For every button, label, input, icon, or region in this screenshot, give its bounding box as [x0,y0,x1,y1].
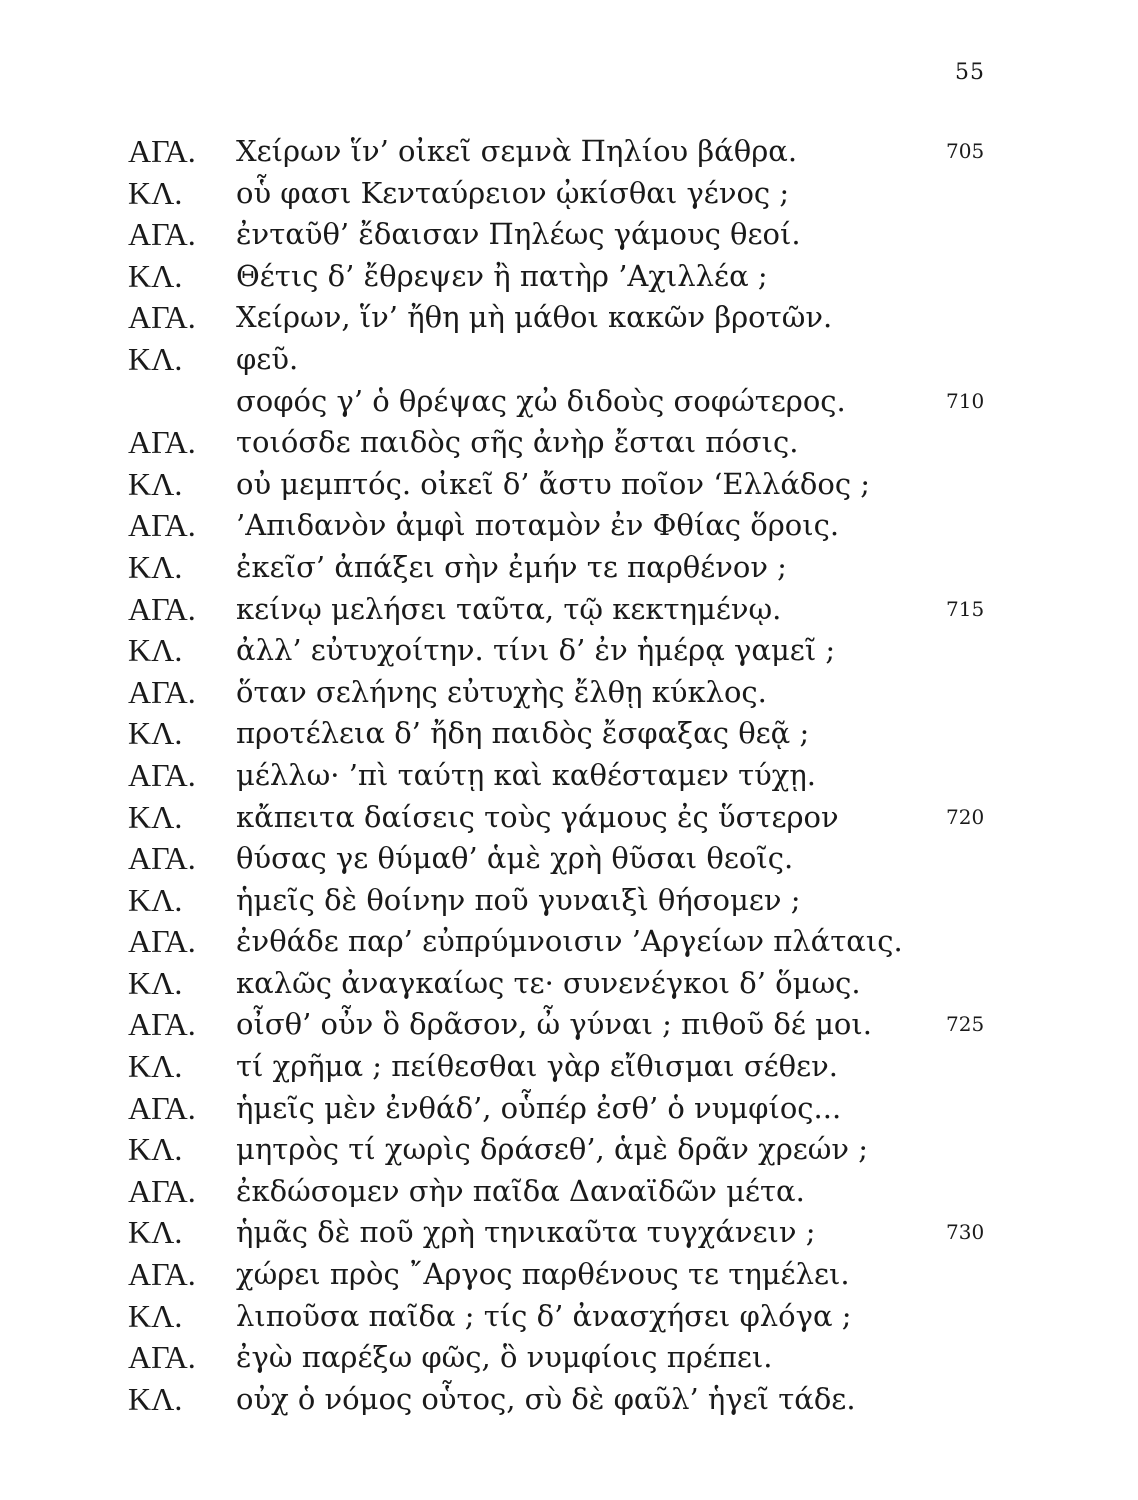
speaker-label: ΚΛ. [128,1131,183,1168]
verse-text: ἐκεῖσ’ ἀπάξει σὴν ἐμήν τε παρθένον ; [236,549,787,584]
verse-text: οὐχ ὁ νόμος οὗτος, σὺ δὲ φαῦλ’ ἡγεῖ τάδε. [236,1381,856,1416]
line-number: 715 [946,596,985,621]
line-number: 705 [946,139,985,163]
verse-text: ἡμᾶς δὲ ποῦ χρὴ τηνικαῦτα τυγχάνειν ; [236,1215,816,1250]
speaker-label: ΚΛ. [128,632,183,669]
speaker-label: ΚΛ. [128,548,183,585]
verse-text: φεῦ. [236,341,299,376]
speaker-label: ΑΓΑ. [128,133,196,169]
verse-line [128,1088,1028,1130]
verse-line [128,1337,1028,1379]
verse-line [128,589,1028,631]
speaker-label: ΚΛ. [128,257,183,294]
verse-text: μέλλω· ’πὶ ταύτῃ καὶ καθέσταμεν τύχῃ. [236,757,816,792]
verse-text: σοφός γ’ ὁ θρέψας χὠ διδοὺς σοφώτερος. [236,383,846,418]
speaker-label: ΚΛ. [128,1048,183,1085]
verse-line [128,505,1028,547]
verse-text: τί χρῆμα ; πείθεσθαι γὰρ εἴθισμαι σέθεν. [236,1049,839,1084]
verse-text: θύσας γε θύμαθ’ ἁμὲ χρὴ θῦσαι θεοῖς. [236,841,794,876]
verse-text: ἐκδώσομεν σὴν παῖδα Δαναϊδῶν μέτα. [236,1173,805,1208]
verse-line [128,1046,1028,1088]
verse-line [128,1171,1028,1213]
verse-line [128,1004,1028,1046]
verse-line [128,381,1028,423]
speaker-label: ΚΛ. [128,1214,183,1251]
verse-text: ἡμεῖς δὲ θοίνην ποῦ γυναιξὶ θήσομεν ; [236,882,801,917]
speaker-label: ΑΓΑ. [128,923,196,960]
verse-line [128,963,1028,1005]
speaker-label: ΚΛ. [128,798,183,835]
verse-line [128,755,1028,797]
line-number: 730 [946,1220,985,1245]
speaker-label: ΚΛ. [128,465,183,502]
line-number: 720 [946,804,985,829]
verse-text: καλῶς ἀναγκαίως τε· συνενέγκοι δ’ ὅμως. [236,965,861,1000]
verse-line [128,1296,1028,1338]
verse-text: τοιόσδε παιδὸς σῆς ἀνὴρ ἔσται πόσις. [236,425,799,460]
verse-text: ἡμεῖς μὲν ἐνθάδ’, οὗπέρ ἐσθ’ ὁ νυμφίος... [236,1090,842,1125]
verse-line [128,797,1028,839]
verse-line [128,464,1028,506]
verse-text: οὗ φασι Κενταύρειον ᾠκίσθαι γένος ; [236,175,790,210]
speaker-label: ΑΓΑ. [128,216,196,253]
verse-line [128,1129,1028,1171]
speaker-label: ΚΛ. [128,340,183,377]
dialogue-lines [128,131,1028,1420]
verse-line [128,880,1028,922]
verse-text: οὐ μεμπτός. οἰκεῖ δ’ ἄστυ ποῖον ‘Ελλάδος ; [236,466,871,501]
verse-line [128,297,1028,339]
speaker-label: ΚΛ. [128,964,183,1001]
speaker-label: ΑΓΑ. [128,1089,196,1126]
speaker-label: ΚΛ. [128,1380,183,1417]
verse-text: ἐνθάδε παρ’ εὐπρύμνοισιν ’Αργείων πλάταις. [236,924,903,959]
verse-text: ’Απιδανὸν ἀμφὶ ποταμὸν ἐν Φθίας ὅροις. [236,508,840,543]
speaker-label: ΚΛ. [128,174,183,211]
verse-line [128,1254,1028,1296]
verse-line [128,339,1028,381]
verse-text: Χείρων ἵν’ οἰκεῖ σεμνὰ Πηλίου βάθρα. [236,134,798,168]
verse-text: χώρει πρὸς ῎Αργος παρθένους τε τημέλει. [236,1257,850,1292]
speaker-label: ΑΓΑ. [128,507,196,544]
verse-text: ἀλλ’ εὐτυχοίτην. τίνι δ’ ἐν ἡμέρᾳ γαμεῖ ; [236,633,836,668]
speaker-label: ΑΓΑ. [128,590,196,627]
verse-line [128,1212,1028,1254]
verse-text: λιποῦσα παῖδα ; τίς δ’ ἀνασχήσει φλόγα ; [236,1298,852,1333]
page-number: 55 [955,60,985,85]
verse-line [128,713,1028,755]
speaker-label: ΚΛ. [128,881,183,918]
speaker-label: ΑΓΑ. [128,424,196,461]
verse-text: Χείρων, ἵν’ ἤθη μὴ μάθοι κακῶν βροτῶν. [236,300,833,335]
verse-text: Θέτις δ’ ἔθρεψεν ἢ πατὴρ ’Αχιλλέα ; [236,258,768,293]
line-number: 710 [946,388,985,413]
speaker-label: ΚΛ. [128,715,183,752]
verse-text: οἶσθ’ οὖν ὃ δρᾶσον, ὦ γύναι ; πιθοῦ δέ μοι. [236,1007,872,1042]
speaker-label: ΑΓΑ. [128,756,196,793]
verse-line [128,838,1028,880]
verse-line [128,672,1028,714]
speaker-label: ΑΓΑ. [128,1256,196,1293]
verse-line [128,547,1028,589]
speaker-label: ΑΓΑ. [128,1172,196,1209]
verse-line [128,256,1028,298]
verse-text: ὅταν σελήνης εὐτυχὴς ἔλθῃ κύκλος. [236,674,767,709]
verse-line [128,214,1028,256]
verse-line [128,1379,1028,1421]
verse-text: ἐγὼ παρέξω φῶς, ὃ νυμφίοις πρέπει. [236,1340,773,1375]
verse-text: κείνῳ μελήσει ταῦτα, τῷ κεκτημένῳ. [236,591,782,626]
speaker-label: ΑΓΑ. [128,299,196,336]
verse-line [128,921,1028,963]
verse-line [128,173,1028,215]
verse-line [128,630,1028,672]
verse-line [128,422,1028,464]
verse-text: προτέλεια δ’ ἤδη παιδὸς ἔσφαξας θεᾷ ; [236,716,810,751]
speaker-label: ΚΛ. [128,1297,183,1334]
verse-text: μητρὸς τί χωρὶς δράσεθ’, ἁμὲ δρᾶν χρεών ; [236,1132,869,1167]
verse-text: ἐνταῦθ’ ἔδαισαν Πηλέως γάμους θεοί. [236,217,801,252]
speaker-label: ΑΓΑ. [128,673,196,710]
speaker-label: ΑΓΑ. [128,840,196,877]
line-number: 725 [946,1012,985,1037]
verse-text: κἄπειτα δαίσεις τοὺς γάμους ἐς ὕστερον [236,799,839,834]
speaker-label: ΑΓΑ. [128,1006,196,1043]
speaker-label: ΑΓΑ. [128,1339,196,1376]
verse-line [128,131,1028,173]
